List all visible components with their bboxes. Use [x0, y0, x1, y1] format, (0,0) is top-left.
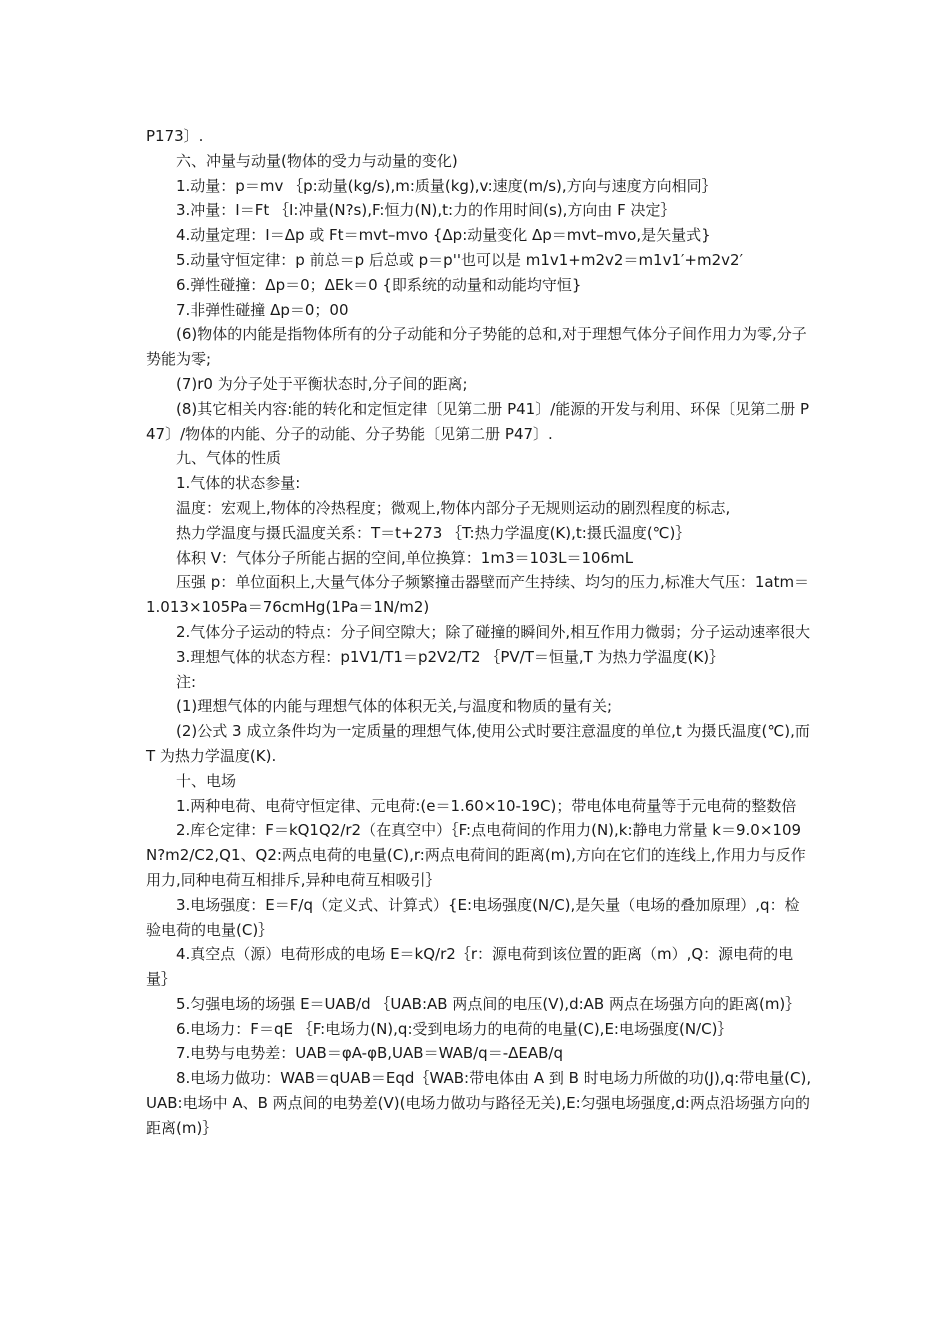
paragraph: 4.动量定理：I＝Δp 或 Ft＝mvt–mvo {Δp:动量变化 Δp＝mvt–mvo,是矢量式}	[176, 226, 711, 245]
section-heading: 十、电场	[176, 771, 237, 790]
paragraph: 2.库仑定律：F＝kQ1Q2/r2（在真空中）｛F:点电荷间的作用力(N),k:静电力常量 k＝9.0×109N?m2/C2,Q1、Q2:两点电荷的电量(C),r:两点电荷间的距离(m),方向在它们的连线上,作用力与反作用力,同种电荷互相排斥,异种电荷互相吸引｝	[146, 821, 806, 889]
paragraph: 5.动量守恒定律：p 前总＝p 后总或 p＝p''也可以是 m1v1+m2v2＝m1v1′+m2v2′	[176, 250, 743, 269]
paragraph: (8)其它相关内容:能的转化和定恒定律〔见第二册 P41〕/能源的开发与利用、环保〔见第二册 P47〕/物体的内能、分子的动能、分子势能〔见第二册 P47〕.	[146, 399, 810, 443]
section-heading: 九、气体的性质	[176, 449, 282, 468]
paragraph: 6.电场力：F＝qE ｛F:电场力(N),q:受到电场力的电荷的电量(C),E:电场强度(N/C)｝	[176, 1019, 733, 1038]
paragraph: 7.电势与电势差：UAB＝φA-φB,UAB＝WAB/q＝-ΔEAB/q	[176, 1044, 563, 1063]
paragraph: 3.理想气体的状态方程：p1V1/T1＝p2V2/T2 ｛PV/T＝恒量,T 为热力学温度(K)｝	[176, 647, 725, 666]
paragraph: 3.冲量：I＝Ft ｛I:冲量(N?s),F:恒力(N),t:力的作用时间(s),方向由 F 决定｝	[176, 201, 676, 220]
paragraph: 6.弹性碰撞：Δp＝0；ΔEk＝0 {即系统的动量和动能均守恒}	[176, 275, 582, 294]
paragraph: 8.电场力做功：WAB＝qUAB＝Eqd｛WAB:带电体由 A 到 B 时电场力所做的功(J),q:带电量(C),UAB:电场中 A、B 两点间的电势差(V)(电场力做功与路径无关),E:匀强电场强度,d:两点沿场强方向的距离(m)｝	[146, 1069, 812, 1137]
paragraph: 压强 p：单位面积上,大量气体分子频繁撞击器壁而产生持续、均匀的压力,标准大气压：1atm＝1.013×105Pa＝76cmHg(1Pa＝1N/m2)	[146, 573, 810, 617]
paragraph: (1)理想气体的内能与理想气体的体积无关,与温度和物质的量有关;	[176, 697, 613, 716]
paragraph: 4.真空点（源）电荷形成的电场 E＝kQ/r2｛r：源电荷到该位置的距离（m）,Q：源电荷的电量｝	[146, 945, 794, 989]
paragraph: 热力学温度与摄氏温度关系：T＝t+273 ｛T:热力学温度(K),t:摄氏温度(℃)｝	[176, 523, 691, 542]
paragraph: 1.两种电荷、电荷守恒定律、元电荷:(e＝1.60×10-19C)；带电体电荷量等于元电荷的整数倍	[176, 796, 797, 815]
paragraph: 7.非弹性碰撞 Δp＝0；00	[176, 300, 349, 319]
paragraph: (2)公式 3 成立条件均为一定质量的理想气体,使用公式时要注意温度的单位,t 为摄氏温度(℃),而 T 为热力学温度(K).	[146, 722, 810, 765]
paragraph: 温度：宏观上,物体的冷热程度；微观上,物体内部分子无规则运动的剧烈程度的标志,	[176, 498, 731, 517]
paragraph: 体积 V：气体分子所能占据的空间,单位换算：1m3＝103L＝106mL	[176, 548, 634, 567]
paragraph: P173〕.	[146, 127, 204, 145]
paragraph: 2.气体分子运动的特点：分子间空隙大；除了碰撞的瞬间外,相互作用力微弱；分子运动速率很大	[176, 622, 811, 641]
paragraph: 注:	[176, 672, 197, 691]
document-body	[146, 124, 812, 1141]
paragraph: (7)r0 为分子处于平衡状态时,分子间的距离;	[176, 374, 468, 393]
paragraph: 1.气体的状态参量:	[176, 474, 301, 493]
paragraph: (6)物体的内能是指物体所有的分子动能和分子势能的总和,对于理想气体分子间作用力为零,分子势能为零;	[146, 325, 807, 369]
paragraph: 5.匀强电场的场强 E＝UAB/d ｛UAB:AB 两点间的电压(V),d:AB 两点在场强方向的距离(m)｝	[176, 994, 801, 1013]
section-heading: 六、冲量与动量(物体的受力与动量的变化)	[176, 151, 458, 170]
paragraph: 3.电场强度：E＝F/q（定义式、计算式）{E:电场强度(N/C),是矢量（电场的叠加原理）,q：检验电荷的电量(C)｝	[146, 895, 800, 939]
paragraph: 1.动量：p＝mv ｛p:动量(kg/s),m:质量(kg),v:速度(m/s),方向与速度方向相同｝	[176, 176, 717, 195]
